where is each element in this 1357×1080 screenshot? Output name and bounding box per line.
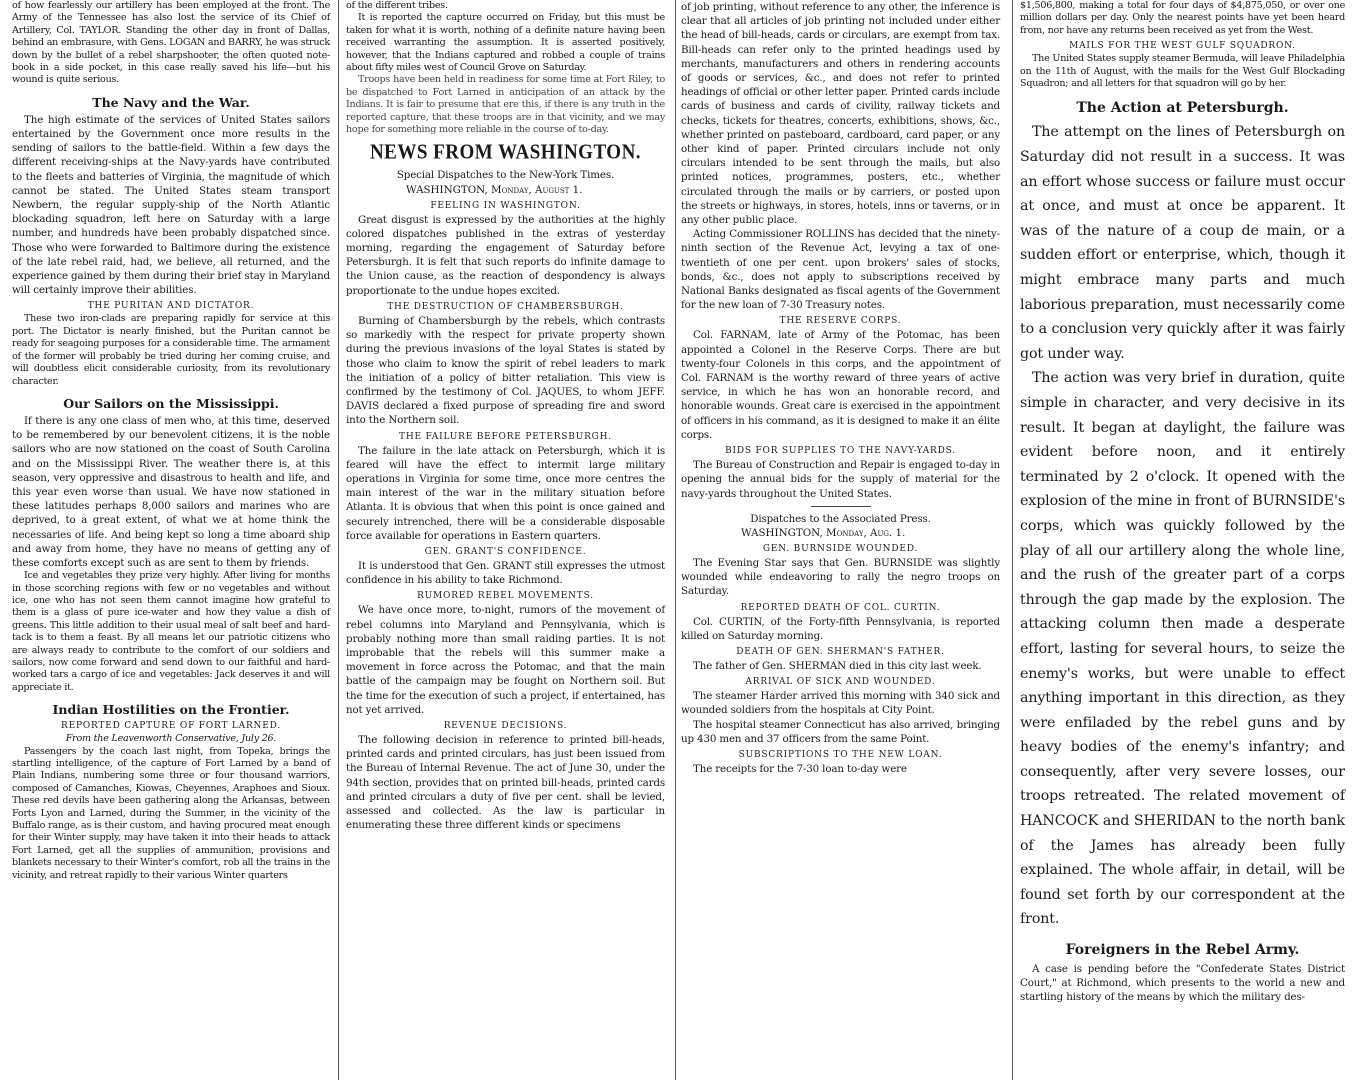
article-paragraph: $1,506,800, making a total for four days of $4,875,050, or over one million dollars per day. Only the nearest points have yet been heard from, nor have any returns been received as yet from the West. (1020, 0, 1345, 36)
article-paragraph: The action was very brief in duration, quite simple in character, and very decisive in its result. It began at daylight, the failure was evident before noon, and it entirely terminated by 2 o'clock. It opened with the explosion of the mine in front of BURNSIDE's corps, which was quickly followed by the play of all our artillery along the whole line, and the rush of the greater part of a corps through the gap made by the explosion. The attacking column then made a desperate effort, lasting for several hours, to seize the enemy's works, but were unable to effect anything important in this direction, as they were enfiladed by the rebel guns and by heavy bodies of the enemy's infantry; and consequently, after very severe losses, our troops retreated. The related movement of HANCOCK and SHERIDAN to the north bank of the James has already been fully explained. The whole affair, in detail, will be found set forth by our correspondent at the front. (1020, 370, 1345, 928)
article-paragraph: Troops have been held in readiness for some time at Fort Riley, to be dispatched to Fort Larned in anticipation of an attack by the Indians. It is fair to presume that ere this, if there is any truth in the reported capture, that these troops are in that vicinity, and we may hope for something more reliable in the course of to-day. (346, 74, 665, 136)
dispatch-source-line: Special Dispatches to the New-York Times. (396, 169, 615, 182)
article-paragraph: The attempt on the lines of Petersburgh on Saturday did not result in a success. It was an effort whose success or failure must occur at once, and must at once be apparent. It was of the nature of a coup de main, or a sudden effort or enterprise, which, though it might embrace many parts and much laborious preparation, must necessarily come to a conclusion very quickly after it was fairly got under way. (1020, 124, 1345, 362)
article-paragraph: Ice and vegetables they prize very highly. After living for months in those scorching regions with few or no vegetables and without ice, one who has not seen them cannot imagine how grateful to them is a glass of pure ice-water and how they value a dish of greens. This little addition to their usual meal of salt beef and hard-tack is to them a feast. By all means let our patriotic citizens who are always ready to contribute to the comfort of our soldiers and sailors, now come forward and send down to our faithful and hard-worked tars a cargo of ice and vegetables: Jack deserves it and will appreciate it. (12, 570, 330, 693)
article-paragraph: Burning of Chambersburgh by the rebels, which contrasts so markedly with the respect for private property shown during the previous invasions of the loyal States is stated by those who claim to know the spirit of rebel leaders to mark the initiation of a policy of bitter retaliation. This view is confirmed by the testimony of Col. JAQUES, to whom JEFF. DAVIS declared a fixed purpose of spreading fire and sword into the Northern soil. (346, 314, 665, 427)
section-subheading: DEATH OF GEN. SHERMAN'S FATHER. (736, 646, 945, 657)
article-paragraph: The Bureau of Construction and Repair is engaged to-day in opening the annual bids for the supply of material for the navy-yards throughout the United States. (681, 459, 1000, 500)
article-headline: The Navy and the War. (92, 94, 250, 110)
article-paragraph: The steamer Harder arrived this morning with 340 sick and wounded soldiers from the hospitals at City Point. (681, 690, 1000, 717)
section-banner-headline: NEWS FROM WASHINGTON. (369, 141, 642, 165)
article-paragraph: The receipts for the 7-30 loan to-day were (693, 762, 907, 775)
column-4 (1008, 0, 1353, 1080)
section-subheading: MAILS FOR THE WEST GULF SQUADRON. (1069, 41, 1296, 52)
article-paragraph: It is understood that Gen. GRANT still expresses the utmost confidence in his ability to take Richmond. (346, 559, 665, 587)
article-paragraph: The hospital steamer Connecticut has also arrived, bringing up 430 men and 37 officers from the same Point. (681, 718, 1000, 745)
column-1 (4, 0, 338, 1080)
section-subheading: THE RESERVE CORPS. (779, 316, 902, 327)
section-subheading: REVENUE DECISIONS. (443, 720, 568, 731)
dateline: WASHINGTON, Monday, August 1. (406, 183, 583, 196)
article-headline: Our Sailors on the Mississippi. (63, 395, 279, 411)
dispatch-source-line: Dispatches to the Associated Press. (750, 512, 931, 525)
dateline: WASHINGTON, Monday, Aug. 1. (741, 526, 906, 539)
article-paragraph: of the different tribes. (346, 0, 448, 11)
article-headline: The Action at Petersburgh. (1076, 100, 1289, 117)
article-paragraph: These two iron-clads are preparing rapidly for service at this port. The Dictator is nearly finished, but the Puritan cannot be ready for seagoing purposes for a considerable time. The armament of the former will probably be tried during her coming cruise, and will doubtless elicit considerable curiosity, from its revolutionary character. (12, 313, 330, 387)
article-paragraph: Col. FARNAM, late of Army of the Potomac, has been appointed a Colonel in the Reserve Corps. There are but twenty-four Colonels in this corps, and the appointment of Col. FARNAM is the worthy reward of three years of active service, in which he has won an honorable record, and honorable wounds. Great care is exercised in the appointment of officers in his command, as it is designed to make it an élite corps. (681, 329, 1000, 441)
column-2 (338, 0, 673, 1080)
section-subheading: REPORTED DEATH OF COL. CURTIN. (740, 602, 941, 613)
section-subheading: THE FAILURE BEFORE PETERSBURGH. (399, 431, 612, 442)
article-paragraph: The following decision in reference to printed bill-heads, printed cards and printed circulars, has just been issued from the Bureau of Internal Revenue. The act of June 30, under the 94th section, provides that on printed bill-heads, printed cards and printed circulars a duty of five per cent. shall be levied, assessed and collected. As the law is particular in enumerating these three different kinds or specimens (346, 733, 665, 832)
article-source-line: From the Leavenworth Conservative, July 26. (65, 733, 277, 745)
section-subheading: GEN. GRANT'S CONFIDENCE. (424, 546, 587, 557)
section-subheading: THE DESTRUCTION OF CHAMBERSBURGH. (387, 301, 624, 312)
article-paragraph: of job printing, without reference to any other, the inference is clear that all articles of job printing not included under either the head of bill-heads, cards or circulars, are exempt from tax. Bill-heads can refer only to the printed headings used by merchants, manufacturers and others in rendering accounts of goods or services, &c., and does not refer to printed headings of official or other letter paper. Printed cards include cards of business and cards of civility, railway tickets and checks, tickets for theatres, concerts, exhibitions, shows, &c., whether printed on pasteboard, cardboard, card paper, or any other kind of paper. Printed circulars include not only circulars intended to be sent through the mails, but also printed notices, programmes, posters, etc., whether circulated through the mails or by carriers, or posted upon the streets or highways, in stores, hotels, inns or taverns, or in any other public place. (681, 1, 1000, 227)
article-headline: Indian Hostilities on the Frontier. (52, 702, 290, 718)
article-paragraph: We have once more, to-night, rumors of the movement of rebel columns into Maryland and Pennsylvania, which is probably nothing more than small raiding parties. It is not improbable that the rebels will this summer make a movement in force across the Potomac, and that the main battle of the campaign may be fought on Northern soil. But the time for the execution of such a project, if entertained, has not yet arrived. (346, 604, 665, 716)
section-subheading: FEELING IN WASHINGTON. (430, 200, 581, 211)
section-divider (811, 506, 871, 507)
section-subheading: BIDS FOR SUPPLIES TO THE NAVY-YARDS. (725, 446, 956, 457)
section-subheading: REPORTED CAPTURE OF FORT LARNED. (61, 721, 281, 732)
article-paragraph: of how fearlessly our artillery has been employed at the front. The Army of the Tennessee has also lost the service of its Chief of Artillery, Col. TAYLOR. Standing the other day in front of Dallas, behind an embrasure, with Gens. LOGAN and BARRY, he was struck down by the bullet of a rebel sharpshooter, the often quoted note-book in a side pocket, in this case really saved his life—but his wound is quite serious. (12, 0, 330, 86)
article-paragraph: Passengers by the coach last night, from Topeka, brings the startling intelligence, of the capture of Fort Larned by a band of Plain Indians, numbering some three or four thousand warriors, composed of Camanches, Kiowas, Cheyennes, Araphoes and Sioux. These red devils have been gathering along the Arkansas, between Forts Lyon and Larned, during the Summer, in the vicinity of the Buffalo range, as is their custom, and having procured meat enough for their Winter supply, may have taken it into their heads to attack Fort Larned, get all the supplies of ammunition, provisions and blankets necessary to their Winter's comfort, rob all the trains in the vicinity, and retreat rapidly to their various Winter quarters (12, 745, 330, 881)
article-paragraph: Acting Commissioner ROLLINS has decided that the ninety-ninth section of the Revenue Act, levying a tax of one-twentieth of one per cent. upon brokers' sales of stocks, bonds, &c., does not apply to subscriptions received by National Banks designated as fiscal agents of the Government for the new loan of 7-30 Treasury notes. (681, 228, 1000, 312)
section-subheading: SUBSCRIPTIONS TO THE NEW LOAN. (738, 749, 943, 760)
section-subheading: THE PURITAN AND DICTATOR. (87, 301, 255, 312)
article-paragraph: Great disgust is expressed by the authorities at the highly colored dispatches published in the extras of yesterday morning, regarding the engagement of Saturday before Petersburgh. It is felt that such reports do infinite damage to the Union cause, as the reaction of despondency is always proportionate to the undue hopes excited. (346, 213, 665, 297)
column-3 (673, 0, 1008, 1080)
article-paragraph: The father of Gen. SHERMAN died in this city last week. (693, 659, 982, 672)
article-paragraph: A case is pending before the "Confederate States District Court," at Richmond, which presents to the world a new and startling history of the means by which the military des- (1020, 963, 1345, 1004)
article-paragraph: The Evening Star says that Gen. BURNSIDE was slightly wounded while endeavoring to rally the negro troops on Saturday. (681, 556, 1000, 598)
article-headline: Foreigners in the Rebel Army. (1065, 942, 1300, 959)
section-subheading: ARRIVAL OF SICK AND WOUNDED. (745, 677, 936, 688)
section-subheading: RUMORED REBEL MOVEMENTS. (417, 591, 594, 602)
article-paragraph: If there is any one class of men who, at this time, deserved to be remembered by our benevolent citizens, it is the noble sailors who are now stationed on the coast of South Carolina and on the Mississippi River. The weather there is, at this season, very oppressive and disastrous to health and life, and this year even worse than usual. We have now stationed in these latitudes perhaps 8,000 sailors and marines who are deprived, to a great extent, of what we at home think the necessaries of life. And being kept so long a time aboard ship and away from home, they have no means of getting any of these comforts except such as are sent to them by friends. (12, 414, 330, 569)
article-paragraph: It is reported the capture occurred on Friday, but this must be taken for what it is worth, nothing of a definite nature having been received warranting the assumption. It is asserted positively, however, that the Indians captured and robbed a couple of trains about fifty miles west of Council Grove on Saturday. (346, 12, 665, 74)
article-paragraph: The United States supply steamer Bermuda, will leave Philadelphia on the 11th of August, with the mails for the West Gulf Blockading Squadron; and all letters for that squadron will go by her. (1020, 53, 1345, 90)
article-paragraph: The failure in the late attack on Petersburgh, which it is feared will have the effect to intermit large military operations in Virginia for some time, once more centres the main interest of the war in the military situation before Atlanta. It is obvious that when this point is once gained and securely intrenched, there will be a considerable disposable force available for operations in Eastern quarters. (346, 444, 665, 542)
article-paragraph: Col. CURTIN, of the Forty-fifth Pennsylvania, is reported killed on Saturday morning. (681, 615, 1000, 642)
section-subheading: GEN. BURNSIDE WOUNDED. (762, 543, 919, 554)
article-paragraph: The high estimate of the services of United States sailors entertained by the Government once more results in the sending of sailors to the battle-field. Within a few days the different receiving-ships at the Navy-yards have contributed to the fleets and batteries of Virginia, the magnitude of which cannot be stated. The United States steam transport Newbern, the regular supply-ship of the North Atlantic blockading squadron, left here on Saturday with a large number, and hundreds have been probably dispatched since. Those who were forwarded to Baltimore during the existence of the late rebel raid, had, we believe, all returned, and the experience gained by them during their brief stay in Maryland will certainly improve their abilities. (12, 113, 330, 297)
